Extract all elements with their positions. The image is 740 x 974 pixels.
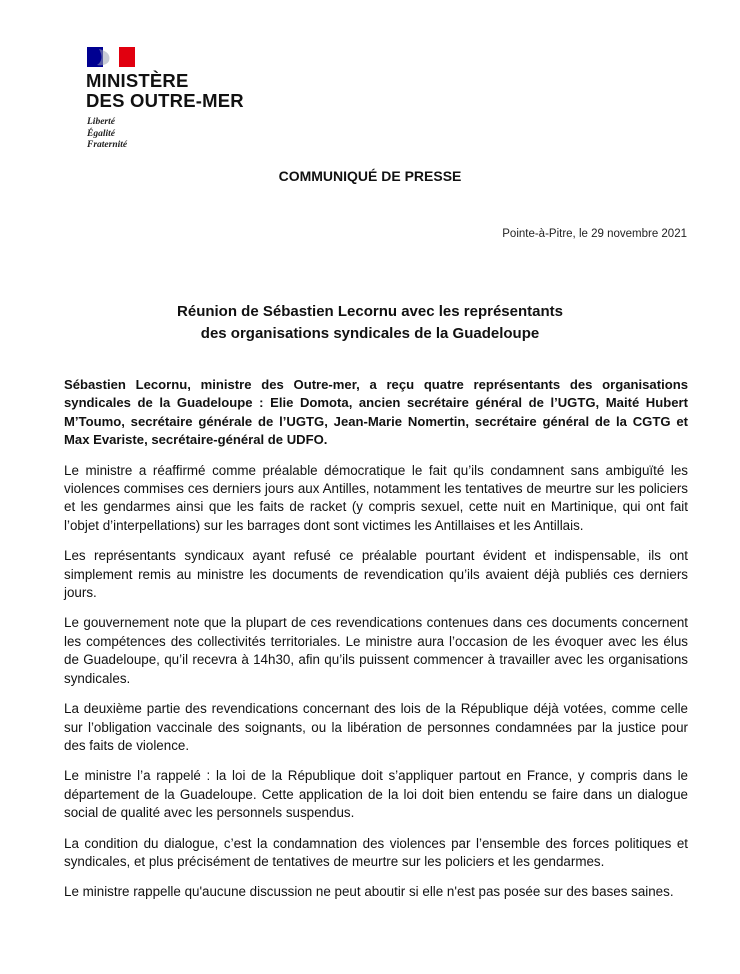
ministry-line-2: DES OUTRE-MER	[86, 90, 244, 111]
lead-paragraph: Sébastien Lecornu, ministre des Outre-mer, a reçu quatre représentants des organisations syndicales de la Guadeloupe : Elie Domota, ancien secrétaire général de l’UGTG, Maité Hubert M’Toumo, secrétaire générale de l’UGTG, Jean-Marie Nomertin, secrétaire général de la CGTG et Max Evariste, secrétaire-général de UDFO.	[64, 377, 688, 448]
press-release-body	[64, 376, 688, 914]
body-paragraph: La condition du dialogue, c’est la condamnation des violences par l’ensemble des forces politiques et syndicales, et plus précisément de tentatives de meurtre sur les policiers et les gendarmes.	[64, 835, 688, 869]
motto-liberte: Liberté	[87, 117, 115, 127]
body-paragraph: Les représentants syndicaux ayant refusé ce préalable pourtant évident et indispensable, ils ont simplement remis au ministre les documents de revendication qu’ils avaient déjà publiés ces derniers jours.	[64, 548, 688, 601]
title-line-1: Réunion de Sébastien Lecornu avec les représentants	[177, 303, 563, 320]
body-paragraph: La deuxième partie des revendications concernant des lois de la République déjà votées, comme celle sur l’obligation vaccinale des soignants, ou la libération de personnes condamnées par la justice pour des faits de violence.	[64, 701, 688, 753]
marianne-flag-logo	[87, 47, 135, 67]
motto-fraternite: Fraternité	[87, 140, 128, 150]
republic-motto	[87, 117, 127, 152]
title-line-2: des organisations syndicales de la Guadeloupe	[200, 325, 540, 342]
body-paragraph: Le ministre a réaffirmé comme préalable démocratique le fait qu’ils condamnent sans ambiguïté les violences commises ces derniers jours aux Antilles, notamment les tentatives de meurtre sur les policiers et les gendarmes ainsi que les faits de racket (y compris sexuel, cette nuit en Martinique, qui ont fait l’objet d’interpellations) sur les barrages dont sont victimes les Antillaises et les Antillais.	[64, 462, 688, 533]
document-kind: COMMUNIQUÉ DE PRESSE	[278, 168, 462, 184]
body-paragraph: Le ministre l’a rappelé : la loi de la République doit s’appliquer partout en France, y compris dans le département de la Guadeloupe. Cette application de la loi doit bien entendu se faire dans un dialogue social de qualité avec les personnels suspendus.	[64, 768, 688, 821]
dateline: Pointe-à-Pitre, le 29 novembre 2021	[502, 228, 687, 240]
body-paragraph: Le ministre rappelle qu'aucune discussion ne peut aboutir si elle n'est pas posée sur des bases saines.	[64, 884, 674, 900]
body-paragraph: Le gouvernement note que la plupart de ces revendications contenues dans ces documents concernent les compétences des collectivités territoriales. Le ministre aura l’occasion de les évoquer avec les élus de Guadeloupe, qu’il recevra à 14h30, afin qu’ils puissent commencer à travailler avec les organisations syndicales.	[64, 615, 688, 686]
ministry-name	[86, 71, 244, 111]
ministry-line-1: MINISTÈRE	[86, 70, 189, 91]
motto-egalite: Égalité	[87, 128, 115, 139]
press-release-title	[0, 301, 740, 345]
